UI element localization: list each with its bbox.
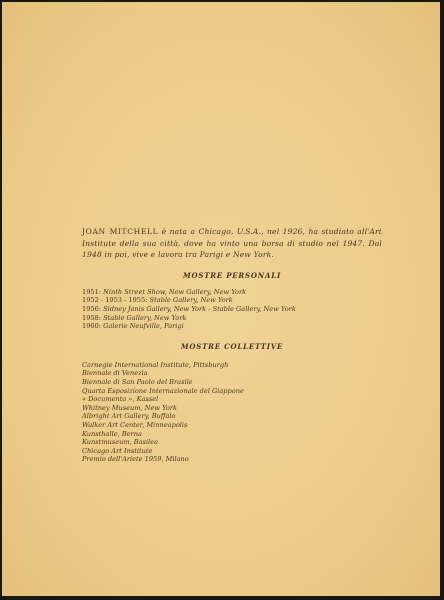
list-item: « Documenta », Kassel [82,395,159,404]
list-item: Kunsthalle, Berna [82,429,142,438]
list-item [82,296,382,305]
exhibition-year: 1960: [82,322,102,331]
exhibition-year: 1951: [82,287,102,296]
list-item [82,322,382,331]
list-item: Biennale di Venezia [82,369,148,378]
document-page [2,2,440,596]
list-item: Chicago Art Institute [82,446,153,455]
list-item: Carnegie International Institute, Pittsburgh [82,360,229,369]
list-item [82,314,382,323]
exhibition-venue: Ninth Street Show, New Gallery, New York [101,287,247,296]
exhibition-venue: Sidney Janis Gallery, New York - Stable Gallery, New York [101,304,296,313]
exhibition-year: 1956: [82,304,102,313]
exhibition-year: 1958: [82,313,102,322]
list-item: Premio dell'Ariete 1959, Milano [82,455,189,464]
exhibition-venue: Stable Gallery, New York [101,313,187,322]
text-block [82,226,382,464]
list-item: Quarta Esposizione Internazionale del Giappone [82,386,244,395]
solo-exhibitions-list [82,288,382,331]
list-item: Albright Art Gallery, Buffalo [82,412,176,421]
list-item [82,288,382,297]
exhibition-year: 1952 - 1953 - 1955: [82,296,148,305]
list-item: Walker Art Center, Minneapolis [82,420,188,429]
exhibition-venue: Galerie Neufville, Parigi [101,322,184,331]
list-item: Biennale di San Paolo del Brasile [82,377,193,386]
exhibition-venue: Stable Gallery, New York [147,296,233,305]
biography-text: è nata a Chicago, U.S.A., nel 1926, ha studiato all'Art Institute della sua città, dove ha vinto una borsa di studio nel 1947. Dal 1948 in poi, vive e lavora tra Parigi e New York. [82,227,382,260]
group-exhibitions-heading: MOSTRE COLLETTIVE [180,341,284,351]
list-item: Kunstmuseum, Basilea [82,438,158,447]
solo-exhibitions-heading: MOSTRE PERSONALI [182,270,282,280]
artist-biography [82,226,382,261]
list-item: Whitney Museum, New York [82,403,178,412]
artist-name: JOAN MITCHELL [82,227,159,236]
list-item [82,305,382,314]
group-exhibitions-list [82,361,382,464]
